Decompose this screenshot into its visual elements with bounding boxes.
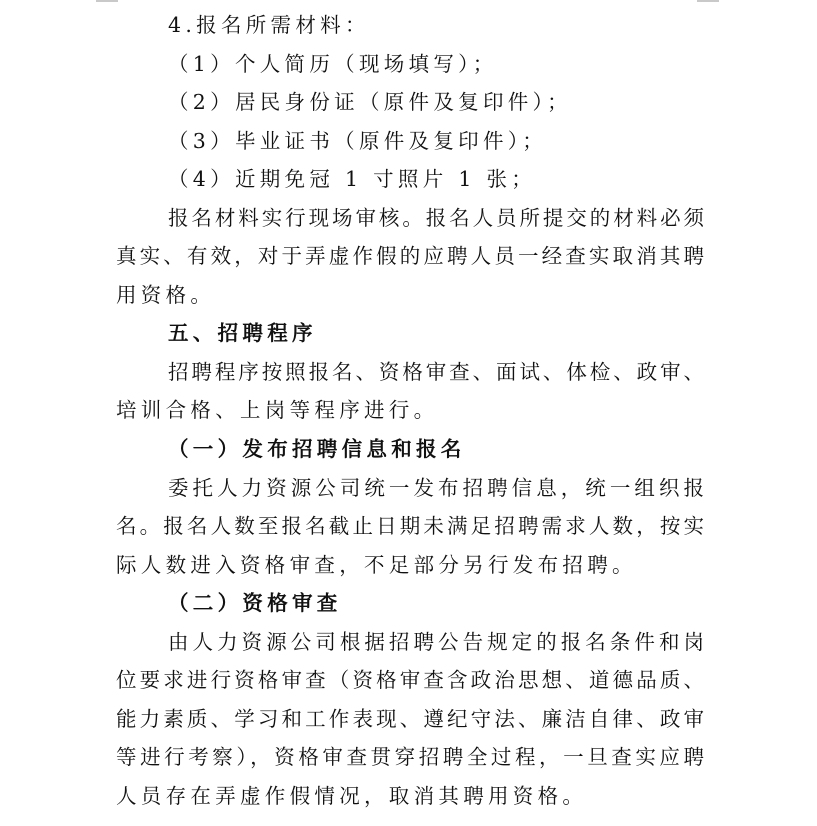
paragraph-line: 培训合格、上岗等程序进行。 bbox=[116, 398, 439, 422]
page-corner-mark-right bbox=[697, 0, 719, 2]
paragraph-line: 位要求进行资格审查（资格审查含政治思想、道德品质、 bbox=[116, 668, 704, 692]
paragraph-line: 由人力资源公司根据招聘公告规定的报名条件和岗 bbox=[168, 630, 704, 654]
list-item: （3）毕业证书（原件及复印件）； bbox=[168, 129, 548, 153]
paragraph-line: 委托人力资源公司统一发布招聘信息，统一组织报 bbox=[168, 476, 704, 500]
section-heading-recruitment-procedure: 五、招聘程序 bbox=[168, 321, 317, 345]
subsection-heading-qualification: （二）资格审查 bbox=[168, 591, 342, 615]
paragraph-line: 真实、有效，对于弄虚作假的应聘人员一经查实取消其聘 bbox=[116, 244, 704, 268]
paragraph-line: 能力素质、学习和工作表现、遵纪守法、廉洁自律、政审 bbox=[116, 707, 704, 731]
paragraph-line: 名。报名人数至报名截止日期未满足招聘需求人数，按实 bbox=[116, 514, 704, 538]
page-corner-mark-left bbox=[96, 0, 118, 2]
subsection-heading-publish: （一）发布招聘信息和报名 bbox=[168, 437, 466, 461]
paragraph-line: 等进行考察），资格审查贯穿招聘全过程，一旦查实应聘 bbox=[116, 745, 704, 769]
paragraph-line: 人员存在弄虚作假情况，取消其聘用资格。 bbox=[116, 784, 588, 808]
list-item: （2）居民身份证（原件及复印件）； bbox=[168, 90, 572, 114]
paragraph-line: 报名材料实行现场审核。报名人员所提交的材料必须 bbox=[168, 206, 704, 230]
paragraph-line: 用资格。 bbox=[116, 283, 216, 307]
paragraph-line: 际人数进入资格审查，不足部分另行发布招聘。 bbox=[116, 553, 637, 577]
section-heading-materials: 4.报名所需材料： bbox=[168, 13, 370, 37]
list-item: （4）近期免冠 1 寸照片 1 张； bbox=[168, 167, 537, 191]
paragraph-line: 招聘程序按照报名、资格审查、面试、体检、政审、 bbox=[168, 360, 704, 384]
list-item: （1）个人简历（现场填写）； bbox=[168, 52, 498, 76]
